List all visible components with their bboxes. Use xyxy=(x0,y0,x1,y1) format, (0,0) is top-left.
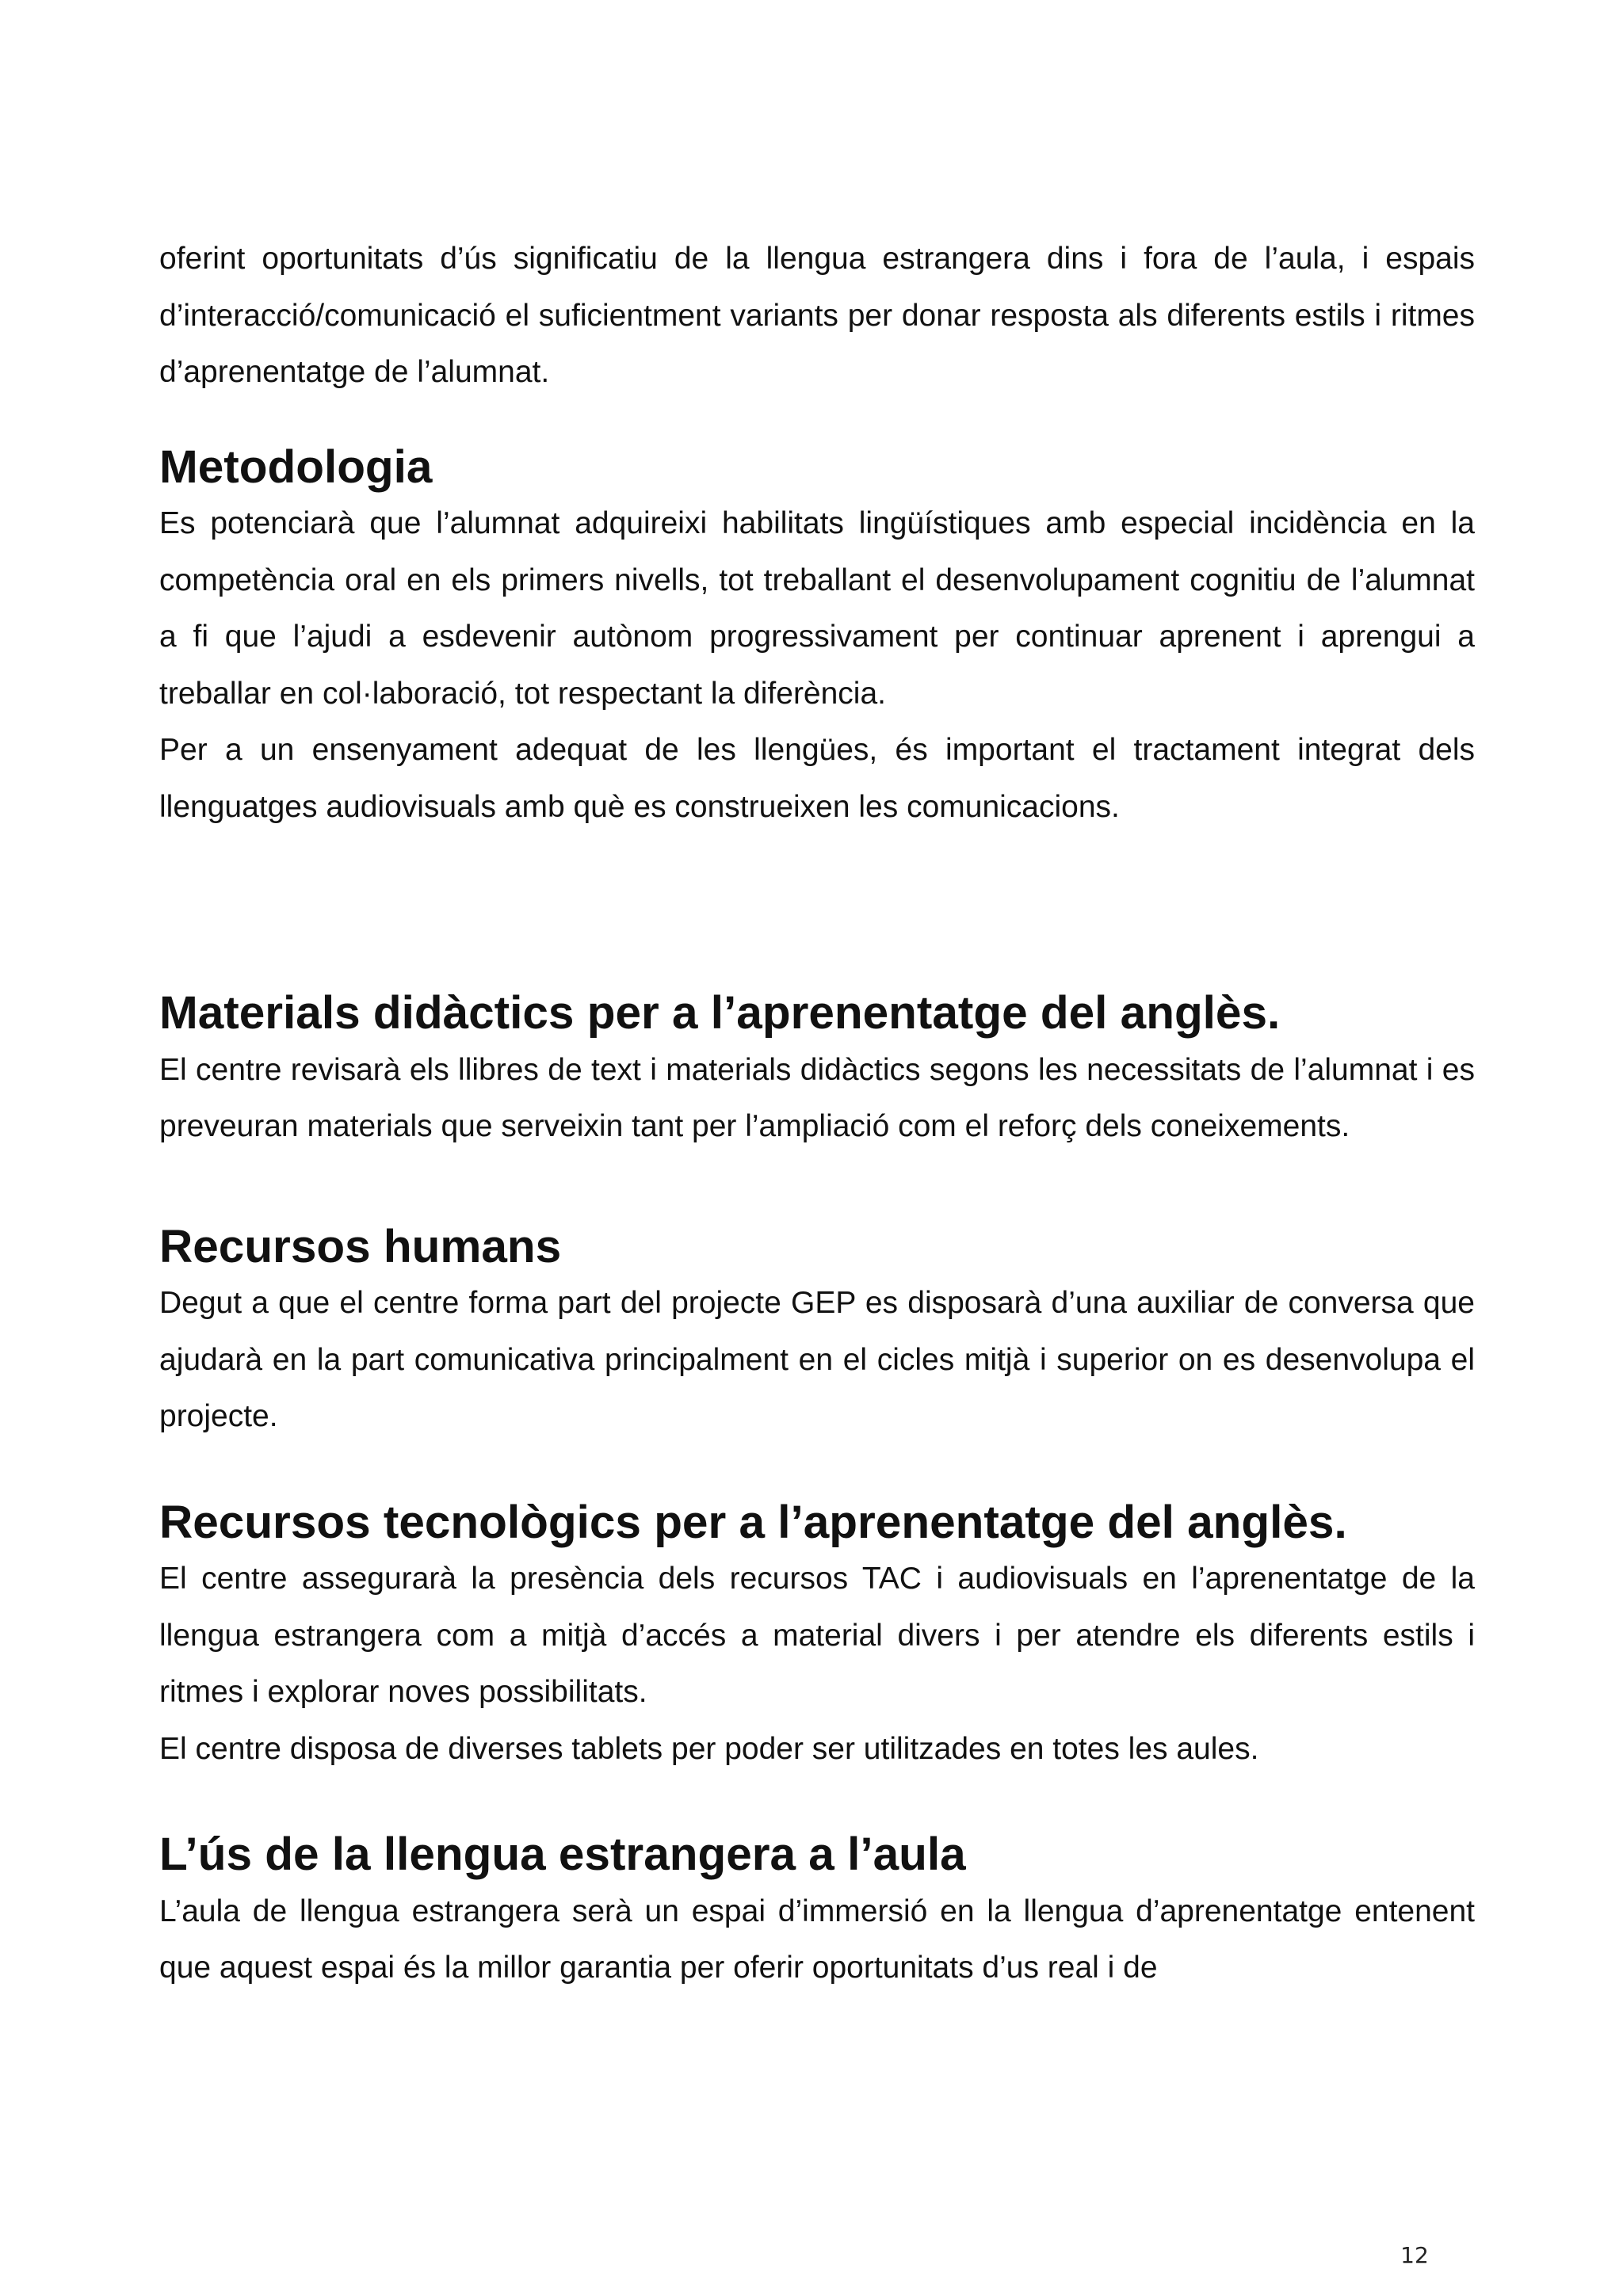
heading-recursos-humans: Recursos humans xyxy=(159,1220,562,1272)
heading-metodologia: Metodologia xyxy=(159,441,433,493)
spacer xyxy=(159,835,1475,985)
us-llengua-paragraph: L’aula de llengua estrangera serà un espai d’immersió en la llengua d’aprenentatge entenent que aquest espai és la millor garantia per oferir oportunitats d’us real i de xyxy=(159,1894,1475,1985)
recursos-humans-paragraph: Degut a que el centre forma part del projecte GEP es disposarà d’una auxiliar de conversa que ajudarà en la part comunicativa principalment en el cicles mitjà i superior on es desenvolupa el projecte. xyxy=(159,1286,1475,1433)
metodologia-paragraph-1: Es potenciarà que l’alumnat adquireixi habilitats lingüístiques amb especial incidència en la competència oral en els primers nivells, tot treballant el desenvolupament cognitiu de l’alumnat a fi que l’ajudi a esdevenir autònom progressivament per continuar aprenent i aprengui a treballar en col·laboració, tot respectant la diferència. xyxy=(159,506,1475,711)
intro-paragraph: oferint oportunitats d’ús significatiu de la llengua estrangera dins i fora de l’aula, i espais d’interacció/comunicació el suficientment variants per donar resposta als diferents estils i ritmes d’aprenentatge de l’alumnat. xyxy=(159,242,1475,389)
page-content xyxy=(159,231,1475,1997)
page-number: 12 xyxy=(1400,2242,1429,2268)
spacer xyxy=(159,1777,1475,1826)
heading-recursos-tecnologics: Recursos tecnològics per a l’aprenentatge del anglès. xyxy=(159,1496,1347,1548)
metodologia-paragraph-2: Per a un ensenyament adequat de les llengües, és important el tractament integrat dels llenguatges audiovisuals amb què es construeixen les comunicacions. xyxy=(159,733,1475,824)
spacer xyxy=(159,401,1475,439)
heading-us-llengua-estrangera: L’ús de la llengua estrangera a l’aula xyxy=(159,1829,966,1880)
recursos-tecnologics-paragraph-1: El centre assegurarà la presència dels recursos TAC i audiovisuals en l’aprenentatge de la llengua estrangera com a mitjà d’accés a material divers i per atendre els diferents estils i ritmes i explorar noves possibilitats. xyxy=(159,1562,1475,1709)
heading-materials-didactics: Materials didàctics per a l’aprenentatge del anglès. xyxy=(159,987,1281,1039)
spacer xyxy=(159,1155,1475,1219)
recursos-tecnologics-paragraph-2: El centre disposa de diverses tablets per poder ser utilitzades en totes les aules. xyxy=(159,1731,1259,1766)
materials-paragraph: El centre revisarà els llibres de text i materials didàctics segons les necessitats de l’alumnat i es preveuran materials que serveixin tant per l’ampliació com el reforç dels coneixements. xyxy=(159,1052,1475,1143)
spacer xyxy=(159,1445,1475,1494)
